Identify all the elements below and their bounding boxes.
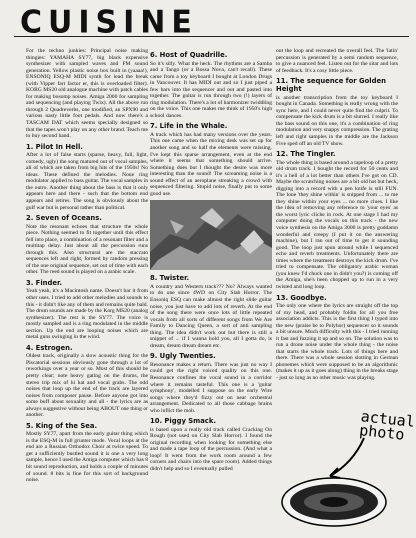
intro-text: For the techno junkies: Principal noise making thingies: YAMAHA SY77, big black expensive synthesizer with sampled waves and FM sound generation. Yellow plastic noise box built in (yaaaa!), ENSONIQ ESQ-M MIDI synth for lead the break (with Vipper fart factor er, this is overloaded filter). KORG MS20 old analogue machine with patch cables for making bosomp noises. Amiga 2000 for sampling and sequencing (and playing Twix). All the above run through 2 Quadreverbs, one modified, an SPX90 and various nasty little foot pedals. And now there's a TASCAM DAT which seems specially designed so that the tapes won't play on any other brand. Teach me to buy second hand.: [26, 48, 148, 140]
track-body: The only one where the lyrics are straight off the top of my head, and probably foldin for all you free association addicts. This is the first thing I typed into the new (praise be to Polyhor) sequencer so it sounds a bit unsure. Much difficulty with this - I tried running it fast and fuzzing it up and so on. The solution was to run a drone noise under the whole thing - the noise that starts the whole track. Lots of things here and there. There was a whole session slotting in German phonemes which were supposed to be an algorithmic (makes it up as it goes along) thing in the breaks stage - just so long as no other music was playing.: [276, 303, 398, 382]
track-body: Yeah yeah, it's a Macintosh name. Doesn't bar it from other uses. I tried to add other melodies and sounds to this - it didn't like any of them and remains quite bald. The drum sounds are made by the Korg MS20 (analog synthesizer). The rest is the SY77. The voice is mostly sampled and is a ring modulated in the middle section. Up the end are looping noises which are metal guns swinging in the wind.: [26, 288, 148, 341]
track-body: out the loop and recreated the overall feel. The 'latin' percussion is generated by a semi random sequence, to give a nuanced feel. Listen out for the sitar and lots of feedback. It's a cosy little piece.: [276, 48, 398, 74]
track-body: is another transcription from the toy keyboard I bought in Canada. Something is really wrong with the sync here, and I could never quite find the culprit. To compensate the kick drum is a bit slurred. I really like the bass sound on this one, it's a combination of ring modulation and very snappy compression. The grating left and right samples in the middle are the Jackson Five sped off an old TV show.: [276, 94, 398, 147]
whale-photo: [150, 200, 272, 270]
column-1: [26, 48, 148, 487]
track-heading: 3. Finder.: [26, 278, 62, 287]
track-body: Note the resonant echoes that structure the whole piece. Nothing seemed to fit together until this effect fell into place, a combination of a resonant filter and a multitap delay. Just about all the percussion runs through this. Also structural are the staccato sequences left and right, formed by random pressing of the one original sequence, set out of time with each other. The reed sound is played on a arabic scale.: [26, 223, 148, 276]
track-body: is based upon a really old track called Cracking On Rough (not used on City Slab Horror). I found the original recording when looking for something else and made a tape loop of the percussion. (And what a loop! It went from the work room around a few corners and chairs into the spare room). Added things didn't help and so I eventually pulled: [150, 426, 272, 473]
track-body: The whole thing is based around a tapeloop of a pretty old drum track. I bought the record for 50 cents and it's a hell of a lot better than others I've got on CD. Maybe the scratching noises are a bit old hat but heck, digging into a record with a pen knife is still FUN. The lone 'they shine within' is snipped from ... to me they shine within your eyes ... no more clues. I like the idea of removing any reference to 'your eyes' as the worst lyric cliche in rock. At one stage I had my computer doing the vocals on this track - the new voice synthesis on the Amiga 3000 is pretty goddamn wonderful and creepy (I put it on the answering machine), but I ran out of time to get it sounding good. The loop just spun around while I sequenced echo and reverb treatments. Unfortunately there are times where the treatment destroys the kick drum. I've tried to compensate. The obligatory arabic woman (you knew I'd chuck one in didn't you?) is coming off the Amiga, she's been chopped up to run in a very twisted and long loop.: [276, 159, 398, 290]
actual-photo-inset: [278, 407, 416, 532]
column-3: [276, 48, 398, 385]
track-heading: 13. Goodbye.: [276, 293, 327, 302]
whale-photo-graphic: [150, 200, 272, 270]
track-heading: 8. Twister.: [150, 274, 190, 283]
page-title: CUISINE: [20, 4, 198, 41]
track-heading: 9. Ugly Twenties.: [150, 352, 216, 361]
track-body: Resonance makes a return. There was just no way I could get the right voiced quality on this one. Resonance confines the vocal sound in a corridor where it remains tasteful. This one is a 'guitar symphony', modelled I suppose on the early Wire songs where they'd fizzy out on near orchestral arrangement. Dedicated to all those cabbage brains who inflict the mob.: [150, 361, 272, 414]
track-heading: 12. The Tingler.: [276, 150, 336, 159]
column-2: [150, 48, 272, 476]
track-heading: 5. King of the Sea.: [26, 421, 98, 430]
track-heading: 10. Piggy Smack.: [150, 417, 216, 426]
track-heading: 2. Seven of Oceans.: [26, 214, 102, 223]
track-heading: 11. The sequence for Golden Height: [276, 77, 386, 94]
track-body: So it's silly. What the heck. The rhythms are a Samba and a Tango (or a Bossa Nova, can't recall). These came from a toy keyboard I bought at London Drugs in Vancouver. It has MIDI out and so I just piped a few bars into the sequencer and out and pasted into together. The guitar is run through two (!) layers of ring modulation. There's a lot of harmonizer twiddling on the voice. This one makes me think of 1950's high school dances.: [150, 60, 272, 119]
track-heading: 1. Pilot In Hell.: [26, 142, 83, 151]
handwritten-note: actual photo: [358, 407, 416, 444]
header: [14, 6, 409, 40]
track-heading: 6. Host of Quadrille.: [150, 51, 228, 59]
track-body: A country and Western track??? No? Always wanted to do one since 4WD on City Slab Horror. The Ensoniq ESQ can make almost the right slide guitar noise, you just have to add lots of reverb. At the end of the song there were once lots of little repeated vocals from all sorts of different songs from We Are Family to Dancing Queen, a sort of anti sampling thing. The idea didn't work out but there is still a snippet of ... if I wanna hold you, all I gotta do, is dream, dream dream dream etc.: [150, 283, 272, 349]
track-body: Oldest track, originally a slow acoustic thing for the Piscatorial sessions obviously gone through a lot of reworkings over a year or so. Most of this should be pretty clear; note heavy gating on the drums, the stereo trip mix of hi hat and vocal grabs. The odd noises that loop up the end of the track are layered noises from composer pause. Before anyone got into some buff about sexuality and all - the lyrics are as always suggestive without being ABOUT one thing or another.: [26, 353, 148, 419]
track-body: After a lot of false starts (sparse, heavy, full, light, comedy, ugly) the song matured out of vocal samples, all of which are taken from big hits of the 1950s! No ideas. These defined the melodies. None ring modulator applied to bass guitar. The vocal samples in the outro. Another thing about the bass is that it only appears here and there - such that the bottom end appears and retires. The song is obviously about the gulf war but is personal rather than political.: [26, 152, 148, 211]
track-heading: 7. Life in the Whale.: [150, 122, 228, 131]
track-heading: 4. Estrogen.: [26, 343, 73, 352]
title-rule: [14, 36, 409, 37]
track-body: Mostly SY77, apart from the early guitar thing which is the ESQ-M in full grunter mode. Vocal loops at the end are a Russian Orthodox Choir at twice speed. To get a sufficiently bustled sound it is one a very long sample, hence I used the Amiga computer which has 8 bit sound reproduction, and holds a couple of minutes of sound. 8 bits is fine for this sort of background noise.: [26, 431, 148, 484]
track-body: A track which has had many versions over the years. This one came when the mixing desk was set up for another song and so half the elements were missing. I've kept this sparse arrangement, even at the end where it seems that something should arrive. Something does but I thought the desire was more interesting than the sound! The screaming noise is a sound effect of an aeroplane streaking a crowd with sequenced filtering. Stupid noise, finally put to some good use.: [150, 131, 272, 197]
